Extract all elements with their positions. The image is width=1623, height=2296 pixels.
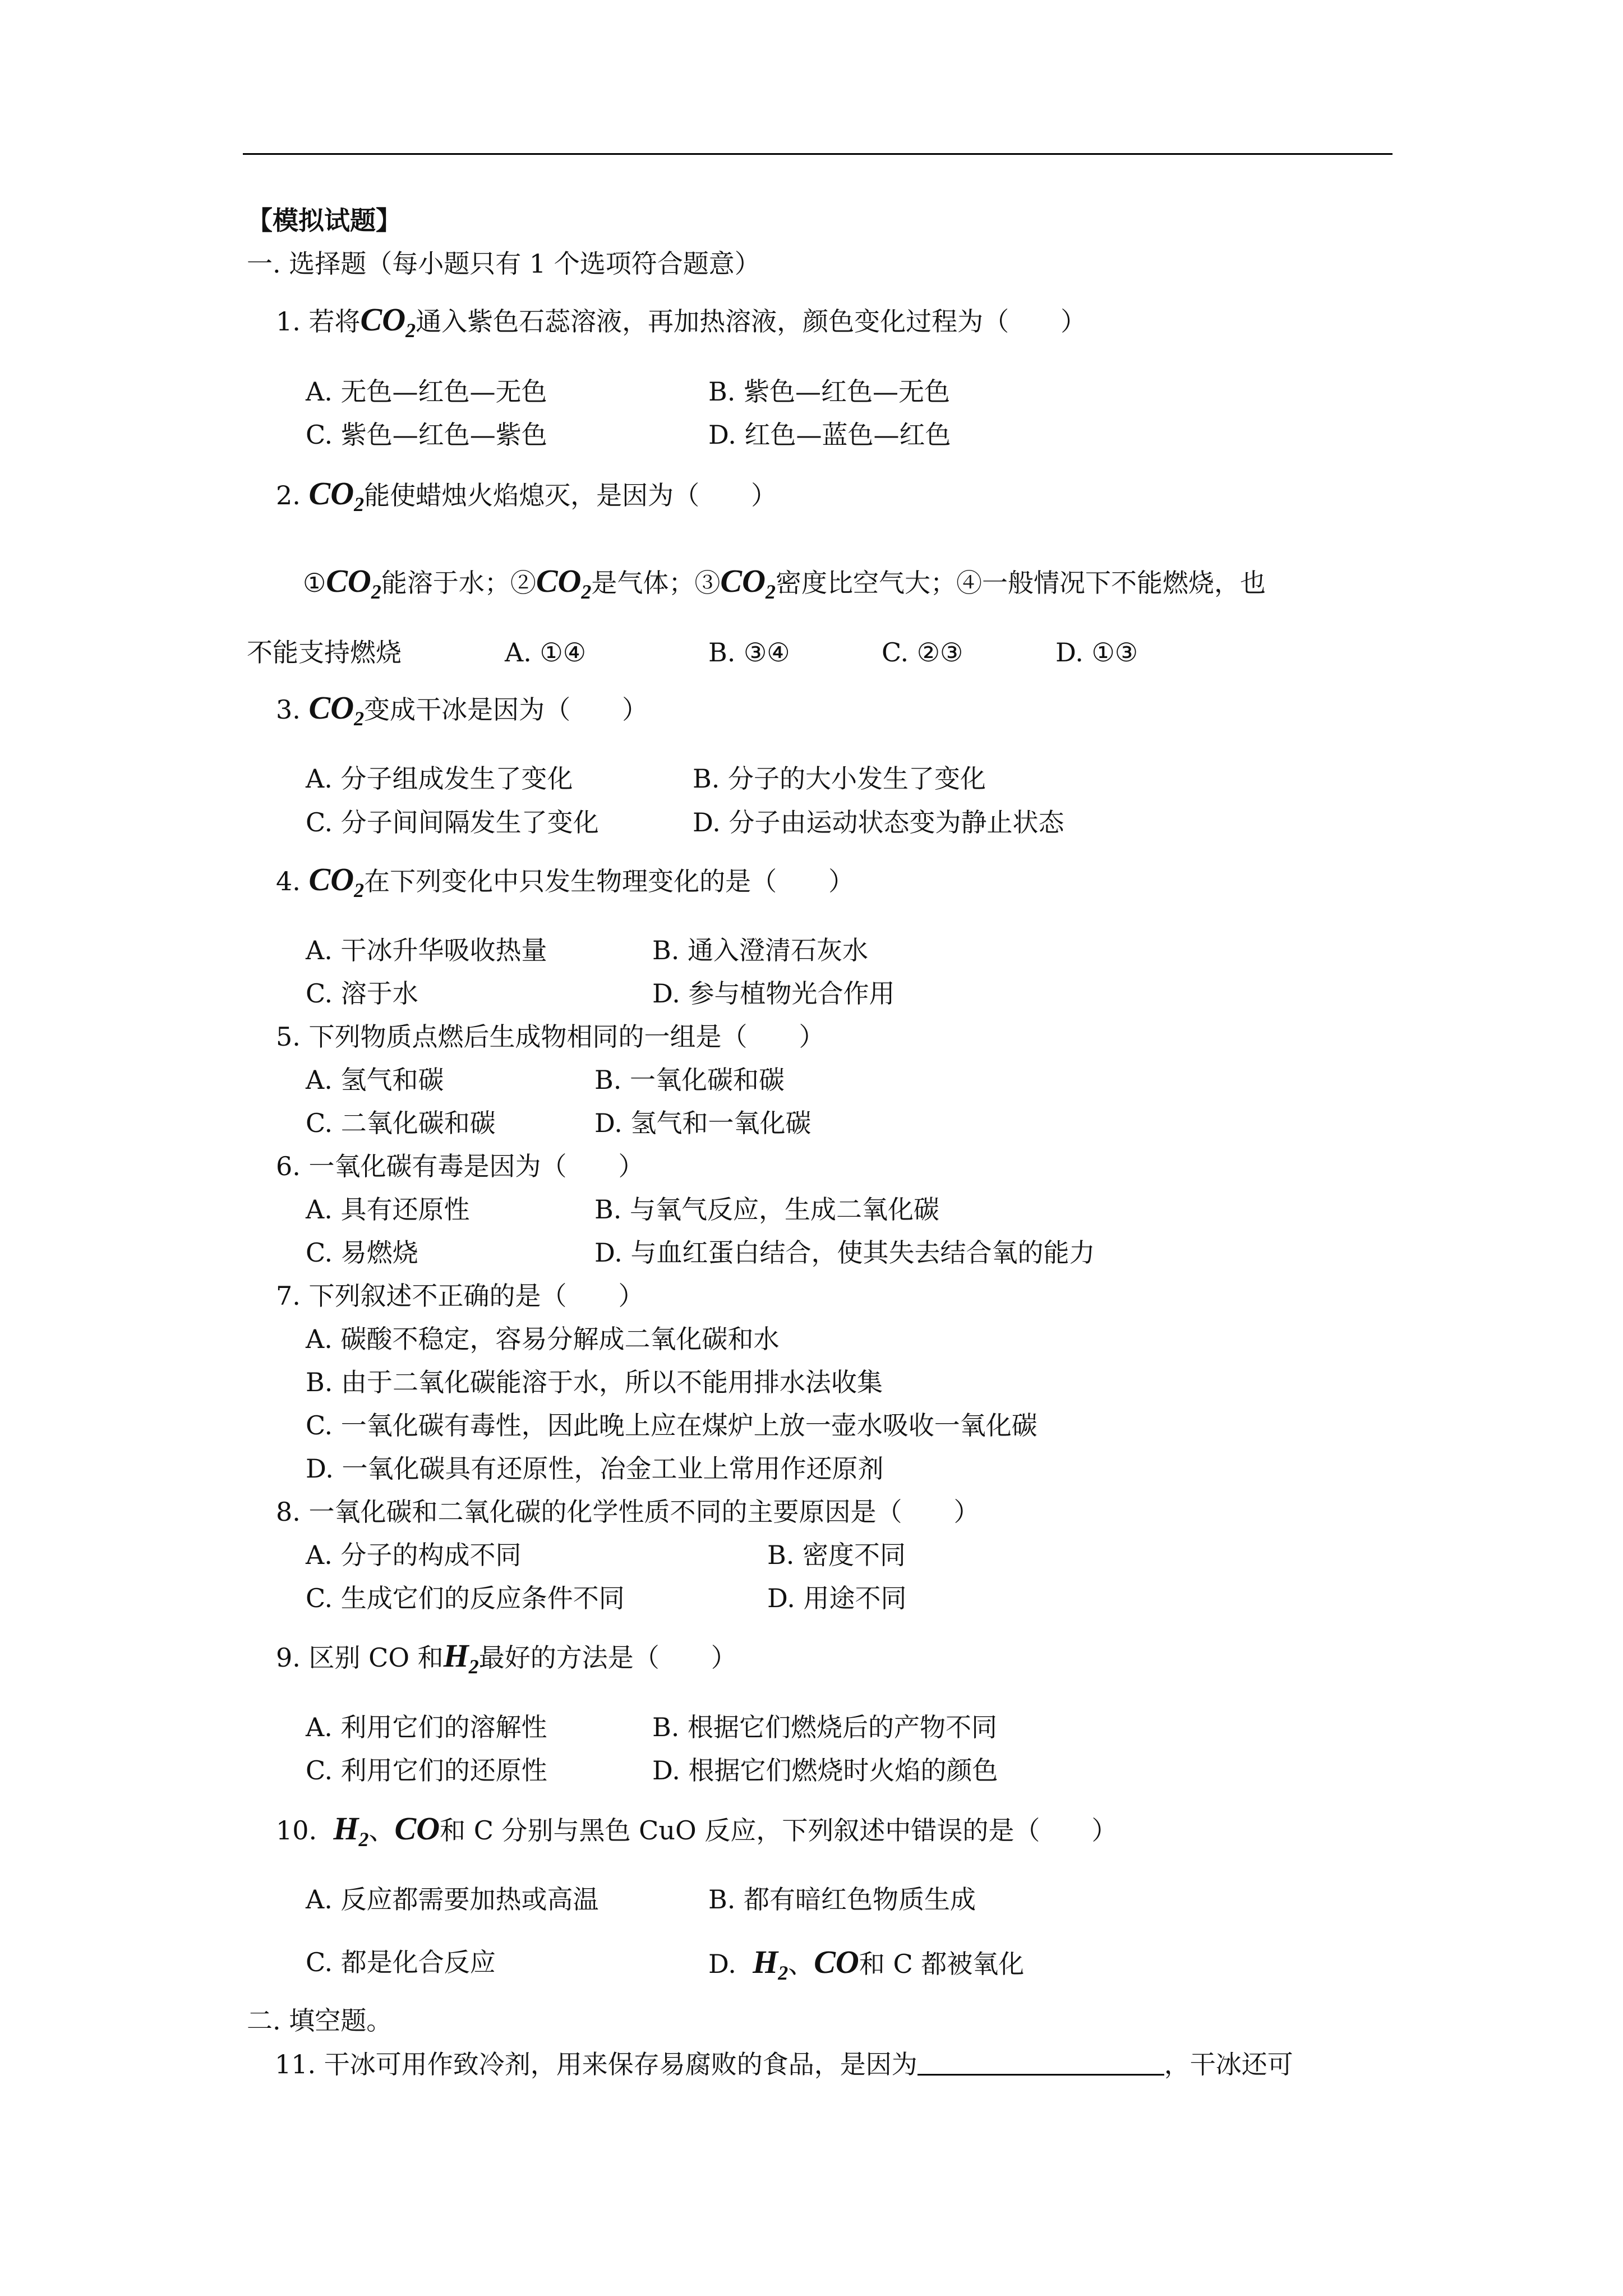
q6-option-b[interactable]: B. 与氧气反应，生成二氧化碳: [594, 1194, 940, 1225]
question-8: 8. 一氧化碳和二氧化碳的化学性质不同的主要原因是（ ）: [276, 1497, 980, 1527]
q10-option-a[interactable]: A. 反应都需要加热或高温: [306, 1884, 599, 1915]
q5-option-c[interactable]: C. 二氧化碳和碳: [306, 1108, 496, 1138]
question-9: 9. 区别 CO 和$H_2$最好的方法是（ ）: [276, 1637, 737, 1678]
q5-option-b[interactable]: B. 一氧化碳和碳: [594, 1065, 785, 1095]
q3-option-c[interactable]: C. 分子间间隔发生了变化: [306, 807, 599, 838]
q2-option-b[interactable]: B. ③④: [708, 637, 790, 668]
chem-formula: $CO_2$: [360, 301, 416, 342]
q1-option-d[interactable]: D. 红色—蓝色—红色: [708, 420, 951, 450]
answer-blank[interactable]: [917, 2051, 1164, 2076]
q6-option-c[interactable]: C. 易燃烧: [306, 1237, 418, 1268]
q1-option-c[interactable]: C. 紫色—红色—紫色: [306, 420, 547, 450]
q9-option-d[interactable]: D. 根据它们燃烧时火焰的颜色: [652, 1755, 998, 1786]
question-4: 4. $CO_2$在下列变化中只发生物理变化的是（ ）: [276, 861, 855, 901]
question-6: 6. 一氧化碳有毒是因为（ ）: [276, 1151, 644, 1181]
question-11: 11. 干冰可用作致冷剂，用来保存易腐败的食品，是因为 ，干冰还可: [275, 2049, 1293, 2079]
section-1-title: 一. 选择题（每小题只有 1 个选项符合题意）: [247, 249, 760, 279]
question-5: 5. 下列物质点燃后生成物相同的一组是（ ）: [276, 1022, 825, 1052]
q3-option-d[interactable]: D. 分子由运动状态变为静止状态: [693, 807, 1064, 838]
q8-option-d[interactable]: D. 用途不同: [767, 1583, 907, 1613]
q6-option-d[interactable]: D. 与血红蛋白结合，使其失去结合氧的能力: [594, 1237, 1095, 1268]
q6-option-a[interactable]: A. 具有还原性: [306, 1194, 470, 1225]
q9-option-b[interactable]: B. 根据它们燃烧后的产物不同: [652, 1712, 998, 1742]
q8-option-c[interactable]: C. 生成它们的反应条件不同: [306, 1583, 625, 1613]
question-10: 10. $H_2$、CO和 C 分别与黑色 CuO 反应，下列叙述中错误的是（ ）: [276, 1810, 1118, 1851]
q5-option-a[interactable]: A. 氢气和碳: [306, 1065, 444, 1095]
q7-option-c[interactable]: C. 一氧化碳有毒性，因此晚上应在煤炉上放一壶水吸收一氧化碳: [306, 1410, 1038, 1441]
q2-conditions-cont: 不能支持燃烧: [247, 637, 402, 668]
q7-option-a[interactable]: A. 碳酸不稳定，容易分解成二氧化碳和水: [306, 1324, 780, 1354]
q4-option-a[interactable]: A. 干冰升华吸收热量: [306, 935, 547, 965]
question-2: 2. $CO_2$能使蜡烛火焰熄灭，是因为（ ）: [276, 475, 777, 516]
q3-option-b[interactable]: B. 分子的大小发生了变化: [693, 763, 986, 794]
q5-option-d[interactable]: D. 氢气和一氧化碳: [594, 1108, 811, 1138]
q10-option-b[interactable]: B. 都有暗红色物质生成: [708, 1884, 976, 1915]
question-1: 1. 若将$CO_2$通入紫色石蕊溶液，再加热溶液，颜色变化过程为（ ）: [276, 301, 1087, 342]
q10-option-d[interactable]: D. $H_2$、CO和 C 都被氧化: [708, 1944, 1025, 1984]
q2-option-a[interactable]: A. ①④: [505, 637, 586, 668]
q2-option-d[interactable]: D. ①③: [1055, 637, 1138, 668]
header-rule: [243, 153, 1393, 155]
question-7: 7. 下列叙述不正确的是（ ）: [276, 1281, 644, 1311]
section-2-title: 二. 填空题。: [247, 2005, 393, 2036]
q4-option-b[interactable]: B. 通入澄清石灰水: [652, 935, 869, 965]
q2-option-c[interactable]: C. ②③: [882, 637, 963, 668]
q3-option-a[interactable]: A. 分子组成发生了变化: [306, 763, 573, 794]
q1-option-b[interactable]: B. 紫色—红色—无色: [708, 376, 951, 407]
q9-option-a[interactable]: A. 利用它们的溶解性: [306, 1712, 547, 1742]
q8-option-a[interactable]: A. 分子的构成不同: [306, 1540, 522, 1570]
q9-option-c[interactable]: C. 利用它们的还原性: [306, 1755, 547, 1786]
q1-option-a[interactable]: A. 无色—红色—无色: [306, 376, 547, 407]
q2-conditions: $①CO_2$能溶于水；$②CO_2$是气体；$③CO_2$密度比空气大；④一般情况下不能燃烧，也: [303, 563, 1266, 603]
question-3: 3. $CO_2$变成干冰是因为（ ）: [276, 689, 648, 730]
q8-option-b[interactable]: B. 密度不同: [767, 1540, 906, 1570]
q7-option-b[interactable]: B. 由于二氧化碳能溶于水，所以不能用排水法收集: [306, 1367, 883, 1397]
q4-option-c[interactable]: C. 溶于水: [306, 978, 418, 1009]
q10-option-c[interactable]: C. 都是化合反应: [306, 1947, 496, 1977]
q7-option-d[interactable]: D. 一氧化碳具有还原性，冶金工业上常用作还原剂: [306, 1453, 884, 1484]
q4-option-d[interactable]: D. 参与植物光合作用: [652, 978, 895, 1009]
section-mock-title: 【模拟试题】: [247, 205, 402, 236]
